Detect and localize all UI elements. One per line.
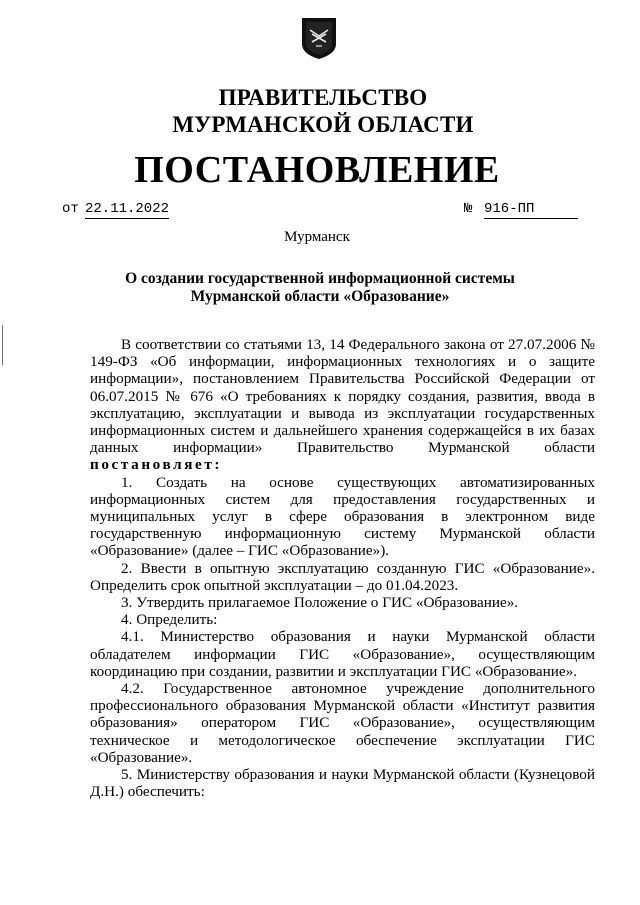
document-title-line-2: Мурманской области «Образование» [190, 288, 450, 305]
document-title-line-1: О создании государственной информационной системы [125, 270, 515, 287]
clause-5: 5. Министерству образования и науки Мурманской области (Кузнецовой Д.Н.) обеспечить: [90, 766, 595, 801]
resolves-word: постановляет: [90, 456, 223, 474]
document-date: 22.11.2022 [85, 201, 170, 217]
clause-4: 4. Определить: [121, 611, 218, 629]
clause-4-2: 4.2. Государственное автономное учреждение дополнительного профессионального образования Мурманской области «Институт развития образования» оператором ГИС «Образование», осуществляющим техническое и методологическое обеспечение эксплуатации ГИС «Образование». [90, 680, 595, 766]
clause-2: 2. Ввести в опытную эксплуатацию созданную ГИС «Образование». Определить срок опытной эксплуатации – до 01.04.2023. [90, 559, 595, 594]
preamble-paragraph: В соответствии со статьями 13, 14 Федерального закона от 27.07.2006 № 149-ФЗ «Об информации, информационных технологиях и о защите информации», постановлением Правительства Российской Федерации от 06.07.2015 № 676 «О требованиях к порядку создания, развития, ввода в эксплуатацию, эксплуатации и вывода из эксплуатации государственных информационных систем и дальнейшего хранения содержащейся в их базах данных информации» Правительство Мурманской области [90, 336, 595, 457]
coat-of-arms-emblem-icon [300, 16, 338, 60]
scan-margin-mark [2, 325, 3, 365]
document-number: 916-ПП [484, 200, 578, 219]
clause-4-1: 4.1. Министерство образования и науки Мурманской области обладателем информации ГИС «Образование», осуществляющим координацию при создании, развитии и эксплуатации ГИС «Образование». [90, 628, 595, 680]
number-sign: № [464, 201, 473, 217]
city-name: Мурманск [284, 229, 350, 245]
date-prefix: от [62, 201, 79, 217]
document-body [90, 336, 595, 800]
government-name-line-2: МУРМАНСКОЙ ОБЛАСТИ [172, 112, 474, 137]
document-type-heading: ПОСТАНОВЛЕНИЕ [134, 149, 500, 191]
clause-1: 1. Создать на основе существующих автоматизированных информационных систем для предоставления государственных и муниципальных услуг в сфере образования в электронном виде государственную информационную систему Мурманской области «Образование» (далее – ГИС «Образование»). [90, 473, 595, 560]
government-name-line-1: ПРАВИТЕЛЬСТВО [218, 85, 428, 110]
clause-3: 3. Утвердить прилагаемое Положение о ГИС «Образование». [121, 594, 519, 612]
